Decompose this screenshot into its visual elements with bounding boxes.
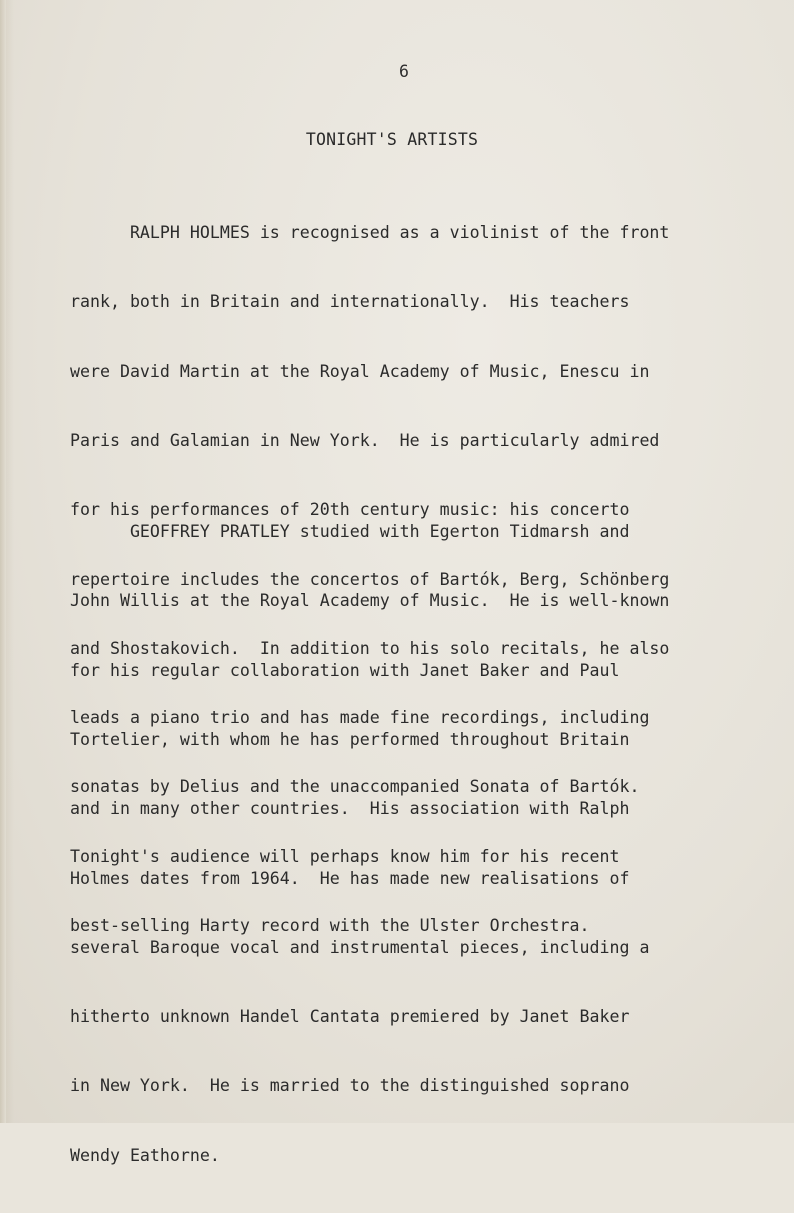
- paragraph-line: and Shostakovich. In addition to his solo recitals, he also: [70, 638, 670, 658]
- paragraph-line: John Willis at the Royal Academy of Music. He is well-known: [70, 591, 670, 611]
- page-title: TONIGHT'S ARTISTS: [305, 130, 479, 149]
- paragraph-line: in New York. He is married to the distinguished soprano: [70, 1076, 630, 1096]
- paragraph-line: RALPH HOLMES is recognised as a violinist of the front: [70, 223, 670, 243]
- paragraph-line: hitherto unknown Handel Cantata premiered by Janet Baker: [70, 1007, 630, 1027]
- paragraph-line: GEOFFREY PRATLEY studied with Egerton Tidmarsh and: [70, 522, 630, 542]
- artist-bio-geoffrey-pratley: [70, 474, 770, 1213]
- binding-edge: [0, 0, 6, 1123]
- paragraph-line: best-selling Harty record with the Ulster Orchestra.: [70, 916, 590, 935]
- paragraph-line: repertoire includes the concertos of Bartók, Berg, Schönberg: [70, 569, 670, 589]
- paragraph-line: for his performances of 20th century music: his concerto: [70, 500, 630, 520]
- paragraph-line: Tonight's audience will perhaps know him for his recent: [70, 846, 620, 866]
- paragraph-line: for his regular collaboration with Janet Baker and Paul: [70, 660, 620, 680]
- paragraph-line: were David Martin at the Royal Academy of Music, Enescu in: [70, 361, 650, 381]
- page-number: 6: [399, 62, 409, 81]
- paragraph-line: rank, both in Britain and internationally. His teachers: [70, 292, 630, 312]
- paragraph-line: and in many other countries. His association with Ralph: [70, 799, 630, 819]
- paragraph-line: several Baroque vocal and instrumental pieces, including a: [70, 937, 650, 957]
- paragraph-line: Paris and Galamian in New York. He is particularly admired: [70, 431, 660, 451]
- paragraph-line: sonatas by Delius and the unaccompanied Sonata of Bartók.: [70, 777, 640, 797]
- paragraph-line: leads a piano trio and has made fine recordings, including: [70, 708, 650, 728]
- paragraph-line: Holmes dates from 1964. He has made new realisations of: [70, 868, 630, 888]
- paragraph-line: Wendy Eathorne.: [70, 1145, 220, 1165]
- paragraph-line: Tortelier, with whom he has performed throughout Britain: [70, 730, 630, 750]
